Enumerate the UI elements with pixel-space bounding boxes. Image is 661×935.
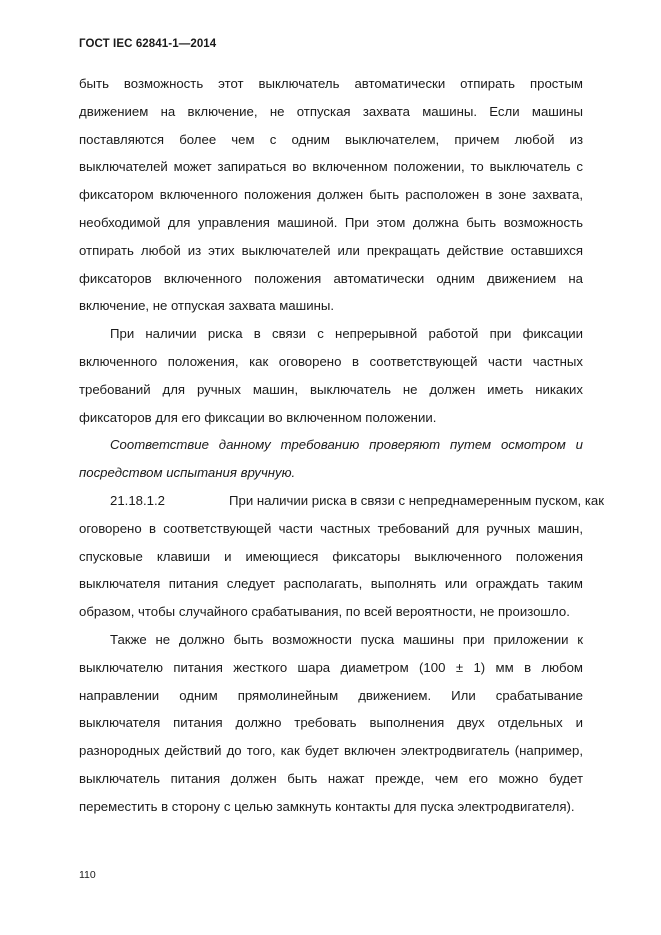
text-line: направлении одним прямолинейным движением. Или срабатывание bbox=[79, 687, 583, 703]
text-line: необходимой для управления машиной. При этом должна быть возможность bbox=[79, 214, 583, 230]
text-line: выключателю питания жесткого шара диаметром (100 ± 1) мм в любом bbox=[79, 659, 583, 675]
compliance-note bbox=[79, 431, 583, 487]
text-line: Соответствие данному требованию проверяют путем осмотром и bbox=[110, 437, 583, 453]
clause-first-line-text: При наличии риска в связи с непреднамеренным пуском, как bbox=[229, 492, 605, 508]
text-line: образом, чтобы случайного срабатывания, по всей вероятности, не произошло. bbox=[79, 604, 570, 620]
text-line: требований для ручных машин, выключатель не должен иметь никаких bbox=[79, 381, 583, 397]
text-line: отпирать любой из этих выключателей или прекращать действие оставшихся bbox=[79, 242, 583, 258]
text-line: При наличии риска в связи с непрерывной работой при фиксации bbox=[110, 326, 583, 342]
text-line: фиксатором включенного положения должен быть расположен в зоне захвата, bbox=[79, 187, 583, 203]
text-line: разнородных действий до того, как будет включен электродвигатель (например, bbox=[79, 743, 583, 759]
text-line: движением на включение, не отпуская захвата машины. Если машины bbox=[79, 103, 583, 119]
document-body bbox=[79, 70, 605, 821]
clause-first-line bbox=[79, 487, 605, 515]
text-line: посредством испытания вручную. bbox=[79, 465, 296, 481]
clause-paragraph bbox=[79, 487, 605, 626]
text-line: фиксаторов включенного положения автоматически одним движением на bbox=[79, 270, 583, 286]
text-line: поставляются более чем с одним выключателем, причем любой из bbox=[79, 131, 583, 147]
clause-number: 21.18.1.2 bbox=[110, 492, 165, 508]
text-line: переместить в сторону с целью замкнуть контакты для пуска электродвигателя). bbox=[79, 798, 575, 814]
text-line: выключателей может запираться во включенном положении, то выключатель с bbox=[79, 159, 583, 175]
text-line: выключатель питания должен быть нажат прежде, чем его можно будет bbox=[79, 770, 583, 786]
paragraph bbox=[79, 320, 583, 431]
paragraph bbox=[79, 70, 583, 320]
text-line: Также не должно быть возможности пуска машины при приложении к bbox=[110, 631, 583, 647]
page-number: 110 bbox=[79, 869, 96, 881]
standard-header: ГОСТ IEC 62841-1—2014 bbox=[79, 38, 217, 50]
text-line: фиксаторов для его фиксации во включенном положении. bbox=[79, 409, 437, 425]
text-line: спусковые клавиши и имеющиеся фиксаторы выключенного положения bbox=[79, 548, 583, 564]
text-line: включение, не отпуская захвата машины. bbox=[79, 298, 335, 314]
text-line: выключателя питания должно требовать выполнения двух отдельных и bbox=[79, 715, 583, 731]
text-line: включенного положения, как оговорено в соответствующей части частных bbox=[79, 353, 583, 369]
paragraph bbox=[79, 626, 583, 821]
text-line: быть возможность этот выключатель автоматически отпирать простым bbox=[79, 76, 583, 91]
text-line: оговорено в соответствующей части частных требований для ручных машин, bbox=[79, 520, 583, 536]
text-line: выключателя питания следует располагать, выполнять или ограждать таким bbox=[79, 576, 583, 592]
